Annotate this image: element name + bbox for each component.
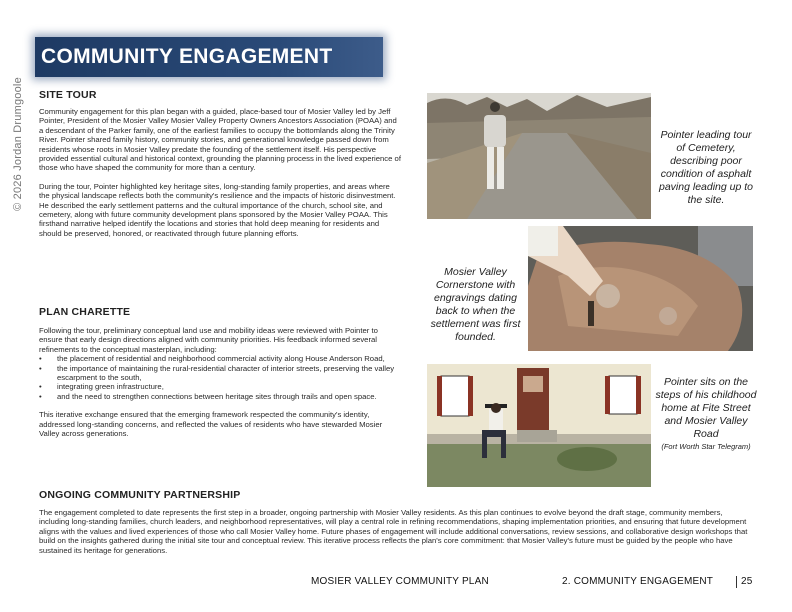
page-title: COMMUNITY ENGAGEMENT (41, 45, 333, 68)
childhood-home-caption-text: Pointer sits on the steps of his childhood home at Fite Street and Mosier Valley Road (655, 376, 757, 440)
footer-divider (736, 576, 737, 588)
childhood-home-photo-caption (654, 376, 758, 451)
site-tour-paragraph-1: Community engagement for this plan began with a guided, place-based tour of Mosier Valley led by Jeff Pointer, President of the Mosier Valley Mosier Valley Property Owners Ancestors Association (POAA) and a descendant of the Parker family, one of the earliest families to occupy the bottomlands along the Trinity River. Pointer shared family history, community stories, and generational knowledge passed down from residents whose roots in Mosier Valley predate the founding of the settlement itself. His perspective provided essential cultural and historical context, grounding the planning process in the lived experience of those who have shaped the community for more than a century. (39, 107, 401, 173)
site-tour-heading: SITE TOUR (39, 89, 97, 101)
cornerstone-photo-caption: Mosier Valley Cornerstone with engravings dating back to when the settlement was first founded. (430, 266, 521, 343)
ongoing-partnership-body (39, 508, 755, 555)
plan-charette-heading: PLAN CHARETTE (39, 306, 131, 318)
plan-charette-body (39, 326, 401, 438)
footer-plan-name: MOSIER VALLEY COMMUNITY PLAN (311, 576, 489, 587)
ongoing-partnership-heading: ONGOING COMMUNITY PARTNERSHIP (39, 489, 241, 501)
plan-charette-list (39, 354, 401, 401)
plan-charette-paragraph-1: Following the tour, preliminary conceptual land use and mobility ideas were reviewed with Pointer to ensure that early design directions aligned with community priorities. His feedback informed several refinements to the conceptual masterplan, including: (39, 326, 378, 354)
childhood-home-photo (427, 364, 651, 487)
cornerstone-photo (528, 226, 753, 351)
site-tour-paragraph-2: During the tour, Pointer highlighted key heritage sites, long-standing family properties, and areas where the physical landscape reflects both the community's resilience and the impacts of historic disinvestment. He described the early settlement patterns and the cultural importance of the church, school site, and cemetery, along with future community development plans sponsored by the Mosier Valley POAA. This firsthand narrative helped identify the locations and stories that hold deep meaning for residents and should be preserved, honored, or reactivated through future planning efforts. (39, 181, 396, 238)
photo-credit: (Fort Worth Star Telegram) (661, 442, 751, 451)
cemetery-tour-photo (427, 93, 651, 219)
list-item: • and the need to strengthen connections between heritage sites through trails and open space. (39, 392, 401, 401)
list-item: • the placement of residential and neighborhood commercial activity along House Anderson Road, (39, 354, 401, 363)
copyright-notice: © 2026 Jordan Drumgoole (12, 77, 24, 211)
list-item: • the importance of maintaining the rural-residential character of interior streets, preserving the valley escarpment to the south, (39, 364, 401, 383)
plan-charette-paragraph-2: This iterative exchange ensured that the emerging framework respected the community's identity, addressed long-standing concerns, and reflected the values of residents who have stewarded Mosier Valley across generations. (39, 410, 383, 439)
page-number: 25 (741, 576, 753, 587)
page-title-banner (35, 37, 383, 77)
list-item: • integrating green infrastructure, (39, 382, 401, 391)
cemetery-photo-caption: Pointer leading tour of Cemetery, describing poor condition of asphalt paving leading up to the site. (659, 129, 753, 206)
footer-chapter: 2. COMMUNITY ENGAGEMENT (562, 576, 714, 587)
ongoing-partnership-paragraph: The engagement completed to date represents the first step in a broader, ongoing partnership with Mosier Valley residents. As this plan continues to evolve beyond the draft stage, community members, including long-standing families, church leaders, and neighborhood representatives, will play a central role in refining recommendations, shaping implementation priorities, and ensuring that future development aligns with the values and lived experiences of those who call Mosier Valley home. Future phases of engagement will include additional conversations, review sessions, and collaborative design workshops that build on the insights gathered during the initial site tour and conceptual review. This iterative process reflects the plan's core commitment: that Mosier Valley's future must be guided by the people who have sustained its heritage for generations. (39, 508, 748, 555)
site-tour-body (39, 107, 401, 238)
